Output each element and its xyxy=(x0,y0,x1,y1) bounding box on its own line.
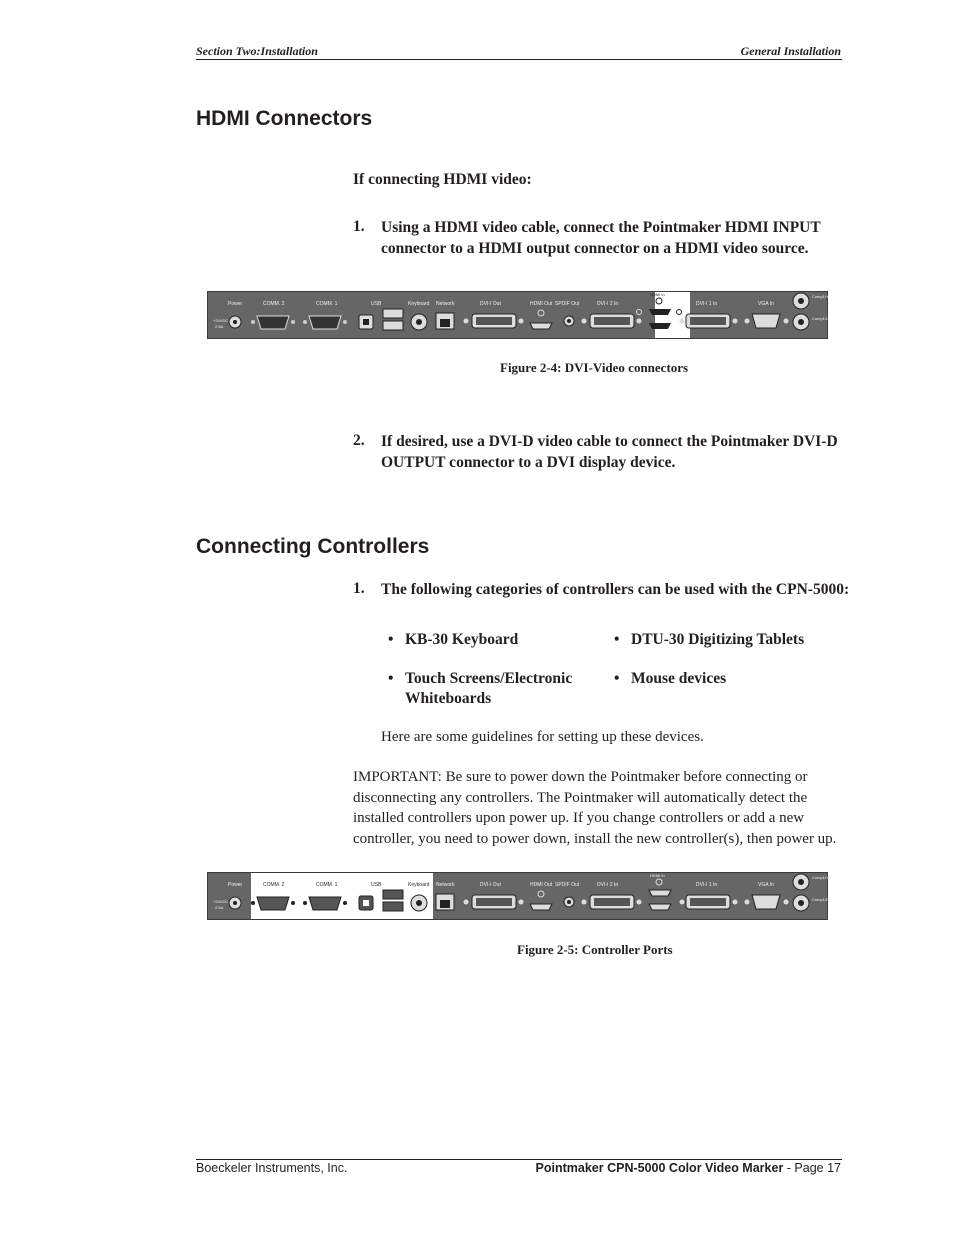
keyboard-label: Keyboard xyxy=(408,301,430,307)
vga-in-label: VGA In xyxy=(758,301,774,307)
spdif-out-label: SPDIF Out xyxy=(555,882,580,888)
figure-2-5-caption: Figure 2-5: Controller Ports xyxy=(517,942,673,957)
guidelines-text: Here are some guidelines for setting up these devices. xyxy=(381,729,704,745)
step-line: Using a HDMI video cable, connect the Pointmaker HDMI INPUT xyxy=(381,219,821,236)
comm1-label: COMM. 1 xyxy=(316,301,338,307)
dvi1-in-label: DVI-I 1 In xyxy=(696,301,718,307)
rear-panel-figure-2-5 xyxy=(207,872,832,920)
spdif-out-label: SPDIF Out xyxy=(555,301,580,307)
dvi-out-label: DVI-I Out xyxy=(480,882,501,888)
important-note: IMPORTANT: Be sure to power down the Pointmaker before connecting or disconnecting any controllers. The Pointmaker will automatically detect the installed controllers upon power up. If you change controllers or add a new controller, you need to power down, install the new controller(s), then power up. xyxy=(353,769,837,847)
power-sub-label: 2.5A xyxy=(215,324,224,329)
footer-left: Boeckeler Instruments, Inc. xyxy=(196,1161,348,1175)
list-item: • Mouse devices xyxy=(614,670,727,687)
comm1-label: COMM. 1 xyxy=(316,882,338,888)
comm2-label: COMM. 2 xyxy=(263,301,285,307)
comp-c-label: Comp1/Cb xyxy=(812,316,832,321)
step-line: The following categories of controllers can be used with the CPN-5000: xyxy=(381,581,850,598)
dvi1-in-label: DVI-I 1 In xyxy=(696,882,718,888)
footer-right: Pointmaker CPN-5000 Color Video Marker - Page 17 xyxy=(535,1161,841,1175)
keyboard-label: Keyboard xyxy=(408,882,430,888)
comp-y-label: Comp1/Yb xyxy=(812,294,831,299)
running-header-right: General Installation xyxy=(740,44,841,58)
power-sub-label: +24VDC xyxy=(213,318,229,323)
hdmi-out-label: HDMI Out xyxy=(530,301,553,307)
list-item: • DTU-30 Digitizing Tablets xyxy=(614,631,805,648)
intro-text: If connecting HDMI video: xyxy=(353,171,532,188)
list-item: • Touch Screens/Electronic Whiteboards xyxy=(388,670,573,707)
vga-in-label: VGA In xyxy=(758,882,774,888)
dvi-out-label: DVI-I Out xyxy=(480,301,501,307)
hdmi-in-label: HDMI In xyxy=(650,292,665,297)
section-title-controllers: Connecting Controllers xyxy=(196,535,430,558)
panel-connectors-graphic xyxy=(208,292,832,340)
dvi2-in-label: DVI-I 2 In xyxy=(597,882,619,888)
step-number: 1. xyxy=(353,218,365,235)
network-label: Network xyxy=(436,882,455,888)
network-label: Network xyxy=(436,301,455,307)
usb-label: USB xyxy=(371,301,382,307)
step-number: 1. xyxy=(353,580,365,597)
comp-c-label: Comp1/Cb xyxy=(812,897,832,902)
list-item: • KB-30 Keyboard xyxy=(388,631,519,648)
dvi2-in-label: DVI-I 2 In xyxy=(597,301,619,307)
step-line: connector to a HDMI output connector on a HDMI video source. xyxy=(381,240,809,257)
power-label: Power xyxy=(228,301,243,307)
header-rule xyxy=(196,59,842,60)
footer-rule xyxy=(196,1159,842,1160)
power-sub-label: +24VDC xyxy=(213,899,229,904)
figure-2-4-caption: Figure 2-4: DVI-Video connectors xyxy=(500,360,689,375)
power-label: Power xyxy=(228,882,243,888)
hdmi-out-label: HDMI Out xyxy=(530,882,553,888)
running-header-left: Section Two:Installation xyxy=(196,44,318,58)
comp-y-label: Comp1/Yb xyxy=(812,875,831,880)
step-line: OUTPUT connector to a DVI display device. xyxy=(381,454,676,471)
comm2-label: COMM. 2 xyxy=(263,882,285,888)
step-line: If desired, use a DVI-D video cable to connect the Pointmaker DVI-D xyxy=(381,433,838,450)
hdmi-in-label: HDMI In xyxy=(650,873,665,878)
step-number: 2. xyxy=(353,432,365,449)
panel-connectors-graphic xyxy=(208,873,832,921)
section-title-hdmi: HDMI Connectors xyxy=(196,107,373,130)
usb-label: USB xyxy=(371,882,382,888)
rear-panel-figure-2-4 xyxy=(207,291,832,339)
power-sub-label: 2.5A xyxy=(215,905,224,910)
